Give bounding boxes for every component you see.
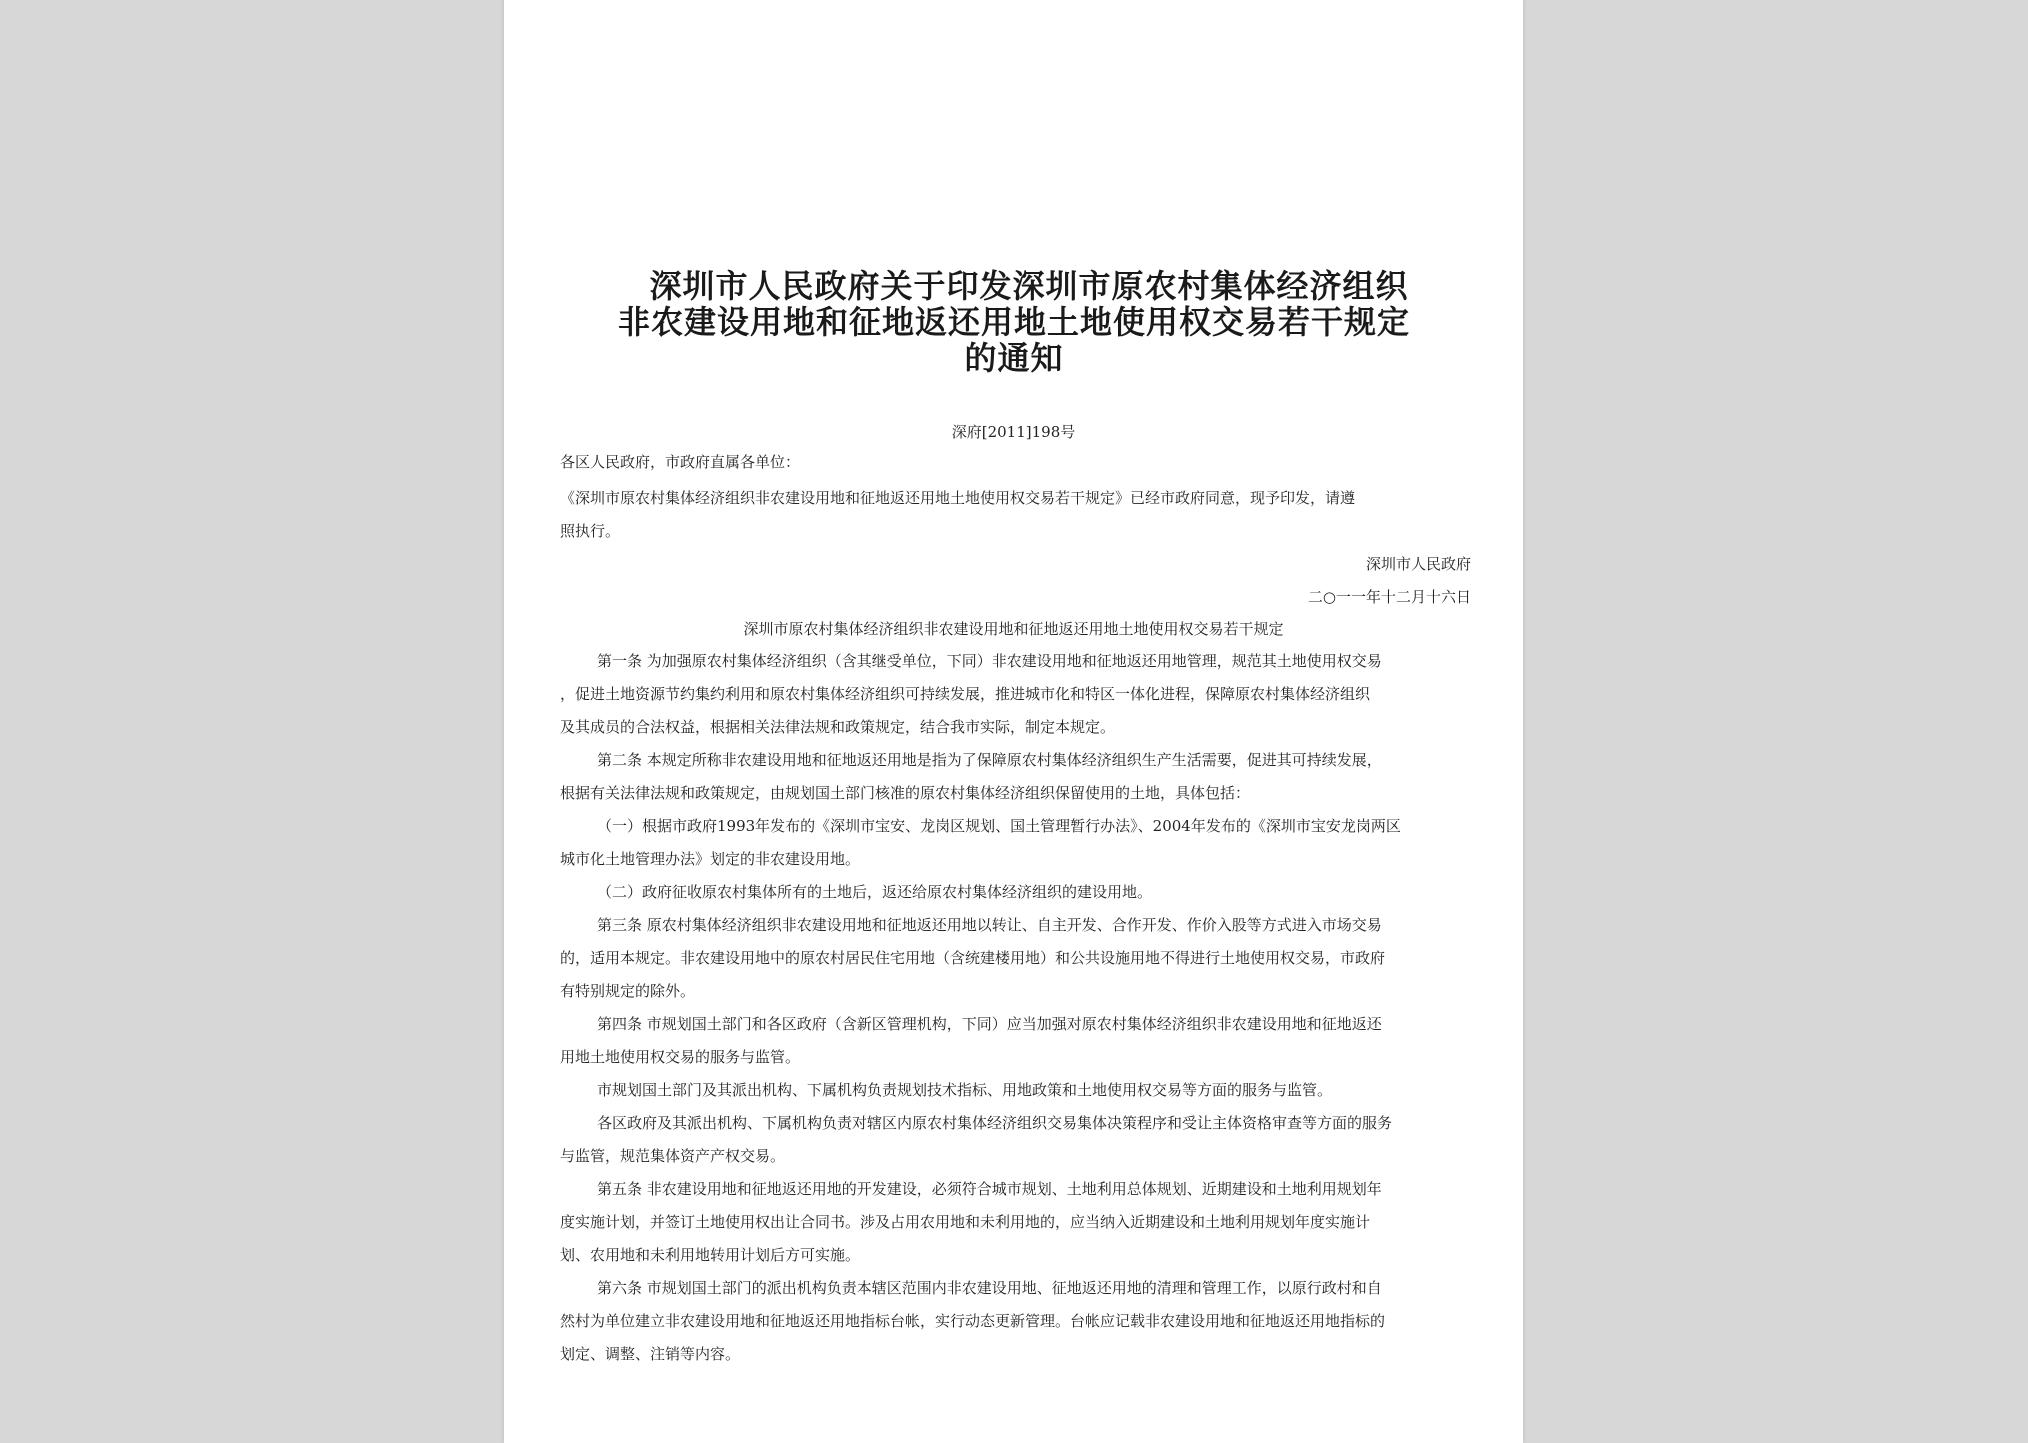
body-line: 划定、调整、注销等内容。 [560,1345,741,1363]
body-line: 用地土地使用权交易的服务与监管。 [560,1048,801,1066]
body-line: 根据有关法律法规和政策规定，由规划国土部门核准的原农村集体经济组织保留使用的土地，具体包括： [560,784,1251,802]
document-page [504,0,1523,1443]
regulation-title: 深圳市原农村集体经济组织非农建设用地和征地返还用地土地使用权交易若干规定 [743,620,1284,638]
body-line: 划、农用地和未利用地转用计划后方可实施。 [560,1246,861,1264]
body-line: 第四条 市规划国土部门和各区政府（含新区管理机构，下同）应当加强对原农村集体经济组织非农建设用地和征地返还 [597,1015,1382,1033]
issuer: 深圳市人民政府 [1365,555,1471,573]
body-line: 有特别规定的除外。 [560,982,696,1000]
body-line: 第六条 市规划国土部门的派出机构负责本辖区范围内非农建设用地、征地返还用地的清理和管理工作，以原行政村和自 [597,1279,1382,1297]
body-line: 市规划国土部门及其派出机构、下属机构负责规划技术指标、用地政策和土地使用权交易等方面的服务与监管。 [597,1081,1333,1099]
body-line: 及其成员的合法权益，根据相关法律法规和政策规定，结合我市实际，制定本规定。 [560,718,1116,736]
document-number: 深府[2011]198号 [951,423,1076,441]
body-line: （一）根据市政府1993年发布的《深圳市宝安、龙岗区规划、国土管理暂行办法》、2004年发布的《深圳市宝安龙岗两区 [597,817,1401,835]
document-title [544,268,1484,376]
intro-line: 《深圳市原农村集体经济组织非农建设用地和征地返还用地土地使用权交易若干规定》已经市政府同意，现予印发，请遵 [560,489,1356,507]
body-line: 然村为单位建立非农建设用地和征地返还用地指标台帐，实行动态更新管理。台帐应记载非农建设用地和征地返还用地指标的 [560,1312,1386,1330]
body-line: 第一条 为加强原农村集体经济组织（含其继受单位，下同）非农建设用地和征地返还用地管理，规范其土地使用权交易 [597,652,1382,670]
body-line: 各区政府及其派出机构、下属机构负责对辖区内原农村集体经济组织交易集体决策程序和受让主体资格审查等方面的服务 [597,1114,1393,1132]
title-line: 非农建设用地和征地返还用地土地使用权交易若干规定 [617,303,1410,341]
body-line: 度实施计划，并签订土地使用权出让合同书。涉及占用农用地和未利用地的，应当纳入近期建设和土地利用规划年度实施计 [560,1213,1371,1231]
body-line: 第五条 非农建设用地和征地返还用地的开发建设，必须符合城市规划、土地利用总体规划、近期建设和土地利用规划年 [597,1180,1382,1198]
addressee: 各区人民政府，市政府直属各单位： [560,453,801,471]
body-line: 第二条 本规定所称非农建设用地和征地返还用地是指为了保障原农村集体经济组织生产生活需要，促进其可持续发展， [597,751,1382,769]
body-line: 第三条 原农村集体经济组织非农建设用地和征地返还用地以转让、自主开发、合作开发、作价入股等方式进入市场交易 [597,916,1382,934]
title-line: 的通知 [964,339,1064,377]
title-line: 深圳市人民政府关于印发深圳市原农村集体经济组织 [649,267,1409,305]
body-line: 的，适用本规定。非农建设用地中的原农村居民住宅用地（含统建楼用地）和公共设施用地不得进行土地使用权交易，市政府 [560,949,1386,967]
body-line: 城市化土地管理办法》划定的非农建设用地。 [560,850,861,868]
body-line: 与监管，规范集体资产产权交易。 [560,1147,786,1165]
issue-date: 二○一一年十二月十六日 [1307,588,1471,606]
body-line: ，促进土地资源节约集约利用和原农村集体经济组织可持续发展，推进城市化和特区一体化进程，保障原农村集体经济组织 [560,685,1371,703]
intro-line: 照执行。 [560,522,621,540]
body-line: （二）政府征收原农村集体所有的土地后，返还给原农村集体经济组织的建设用地。 [597,883,1153,901]
